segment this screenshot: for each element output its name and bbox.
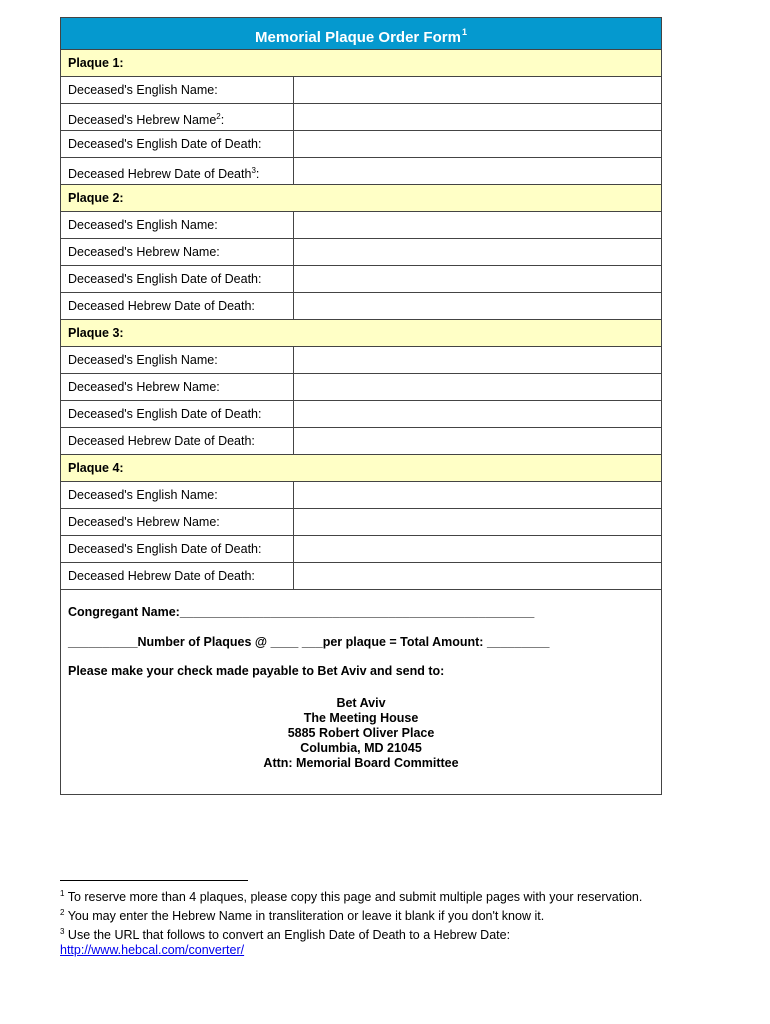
- address-line: Attn: Memorial Board Committee: [263, 755, 459, 770]
- field-input-cell[interactable]: [294, 293, 661, 319]
- field-input-cell[interactable]: [294, 77, 661, 103]
- field-label-suffix: :: [255, 167, 260, 182]
- plaques-section: [61, 50, 661, 590]
- field-input-cell[interactable]: [294, 158, 661, 184]
- field-input-cell[interactable]: [294, 428, 661, 454]
- field-label: [61, 104, 294, 130]
- field-label: [61, 347, 294, 373]
- plaque-field-row: [61, 131, 661, 158]
- field-input-cell[interactable]: [294, 536, 661, 562]
- field-label-text: Deceased's English Date of Death:: [68, 407, 262, 421]
- field-label: [61, 77, 294, 103]
- field-label: [61, 563, 294, 589]
- plaque-field-row: [61, 293, 661, 320]
- footnotes: [60, 880, 680, 958]
- field-label: [61, 239, 294, 265]
- address-line: The Meeting House: [303, 710, 419, 725]
- field-label: [61, 212, 294, 238]
- footnote-3: [60, 924, 680, 943]
- footnote-ref: 3: [251, 166, 256, 175]
- address-line: Bet Aviv: [336, 695, 386, 710]
- congregant-name-line[interactable]: Congregant Name:___________________________________________________: [68, 605, 535, 619]
- footnote-divider: [60, 880, 248, 881]
- field-input-cell[interactable]: [294, 131, 661, 157]
- plaque-field-row: [61, 509, 661, 536]
- field-label-text: Deceased Hebrew Date of Death:: [68, 299, 255, 313]
- plaque-field-row: [61, 266, 661, 293]
- field-label-text: Deceased's English Name:: [68, 488, 218, 502]
- plaque-field-row: [61, 212, 661, 239]
- field-input-cell[interactable]: [294, 563, 661, 589]
- plaque-4-header: Plaque 4:: [61, 455, 661, 482]
- payment-instructions: Please make your check made payable to Bet Aviv and send to:: [68, 664, 445, 678]
- field-input-cell[interactable]: [294, 482, 661, 508]
- plaque-field-row: [61, 482, 661, 509]
- field-label: [61, 374, 294, 400]
- form-title-text: Memorial Plaque Order Form: [255, 29, 461, 46]
- field-label: [61, 401, 294, 427]
- field-label-text: Deceased's Hebrew Name: [68, 113, 217, 128]
- footnote-text: Use the URL that follows to convert an English Date of Death to a Hebrew Date:: [64, 928, 511, 943]
- footnote-1: [60, 886, 680, 905]
- field-input-cell[interactable]: [294, 374, 661, 400]
- field-input-cell[interactable]: [294, 266, 661, 292]
- footnote-text: To reserve more than 4 plaques, please copy this page and submit multiple pages with your reservation.: [64, 890, 643, 905]
- plaque-quantity-line[interactable]: __________Number of Plaques @ ____ ___per plaque = Total Amount: _________: [68, 634, 550, 649]
- field-label-text: Deceased's English Name:: [68, 353, 218, 367]
- field-label: [61, 131, 294, 157]
- field-label: [61, 158, 294, 184]
- field-input-cell[interactable]: [294, 401, 661, 427]
- plaque-field-row: [61, 347, 661, 374]
- field-label-text: Deceased's English Date of Death:: [68, 542, 262, 556]
- field-label: [61, 266, 294, 292]
- plaque-field-row: [61, 563, 661, 590]
- field-label-text: Deceased's Hebrew Name:: [68, 515, 220, 529]
- footnote-link-line: [60, 943, 680, 958]
- footnote-text: You may enter the Hebrew Name in transliteration or leave it blank if you don't know it.: [64, 909, 545, 924]
- field-label-text: Deceased's Hebrew Name:: [68, 380, 220, 394]
- footnote-number: 3: [60, 927, 65, 937]
- field-label: [61, 536, 294, 562]
- field-input-cell[interactable]: [294, 509, 661, 535]
- plaque-field-row: [61, 158, 661, 185]
- plaque-field-row: [61, 104, 661, 131]
- field-label-text: Deceased's English Date of Death:: [68, 137, 262, 151]
- field-label-text: Deceased Hebrew Date of Death:: [68, 434, 255, 448]
- footnote-number: 2: [60, 908, 65, 918]
- order-details: [61, 590, 661, 794]
- field-input-cell[interactable]: [294, 239, 661, 265]
- field-label-text: Deceased Hebrew Date of Death:: [68, 569, 255, 583]
- hebcal-converter-link[interactable]: http://www.hebcal.com/converter/: [60, 943, 245, 958]
- plaque-field-row: [61, 428, 661, 455]
- address-line: Columbia, MD 21045: [300, 740, 422, 755]
- field-label-suffix: :: [220, 113, 225, 128]
- plaque-field-row: [61, 77, 661, 104]
- plaque-field-row: [61, 536, 661, 563]
- plaque-field-row: [61, 239, 661, 266]
- plaque-1-header: Plaque 1:: [61, 50, 661, 77]
- mailing-address: [68, 696, 654, 771]
- plaque-field-row: [61, 374, 661, 401]
- field-label-text: Deceased Hebrew Date of Death: [68, 167, 252, 182]
- field-input-cell[interactable]: [294, 347, 661, 373]
- field-input-cell[interactable]: [294, 212, 661, 238]
- field-label: [61, 482, 294, 508]
- address-line: 5885 Robert Oliver Place: [287, 725, 435, 740]
- field-label: [61, 428, 294, 454]
- field-label-text: Deceased's Hebrew Name:: [68, 245, 220, 259]
- form-title: [61, 18, 661, 50]
- field-label: [61, 509, 294, 535]
- plaque-2-header: Plaque 2:: [61, 185, 661, 212]
- field-label-text: Deceased's English Date of Death:: [68, 272, 262, 286]
- footnote-2: [60, 905, 680, 924]
- footnote-ref-1: 1: [461, 27, 467, 37]
- plaque-field-row: [61, 401, 661, 428]
- field-input-cell[interactable]: [294, 104, 661, 130]
- footnote-number: 1: [60, 889, 65, 898]
- field-label-text: Deceased's English Name:: [68, 83, 218, 97]
- plaque-3-header: Plaque 3:: [61, 320, 661, 347]
- field-label: [61, 293, 294, 319]
- field-label-text: Deceased's English Name:: [68, 218, 218, 232]
- footnote-ref: 2: [216, 112, 221, 121]
- memorial-plaque-order-form: [60, 17, 662, 795]
